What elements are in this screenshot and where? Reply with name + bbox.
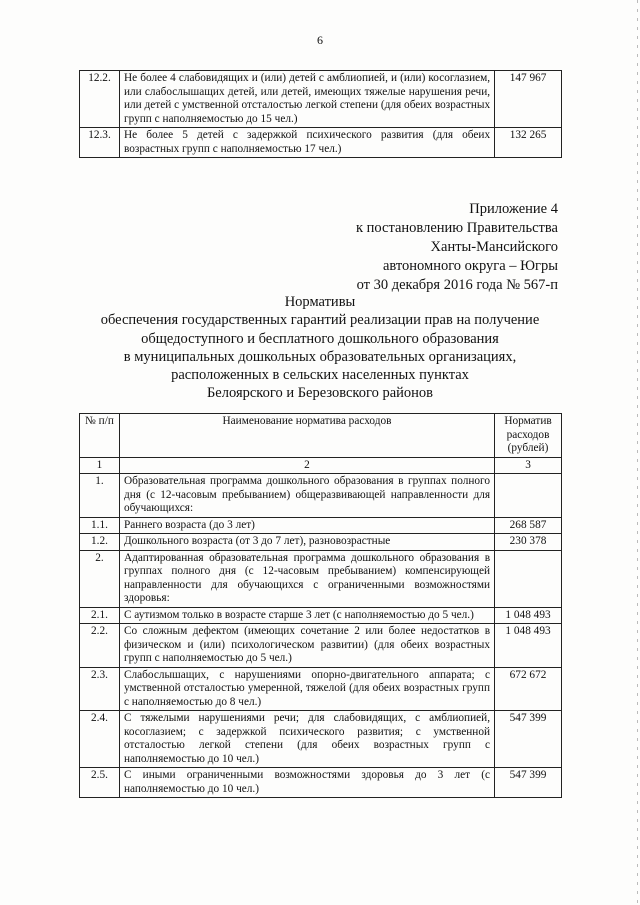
table-row (80, 768, 562, 798)
title-line: в муниципальных дошкольных образовательных организациях, (123, 348, 517, 365)
table-row (80, 711, 562, 768)
appendix-line: к постановлению Правительства (356, 220, 558, 236)
appendix-line: автономного округа – Югры (382, 258, 558, 274)
column-number: 2 (119, 457, 494, 474)
row-description: С тяжелыми нарушениями речи; для слабовидящих, с амблиопией, косоглазием; с задержкой психического развития; с умственной отсталостью легкой степени (для обеих возрастных групп с наполняемостью до 10 чел.) (119, 711, 494, 768)
row-description: Слабослышащих, с нарушениями опорно-двигательного аппарата; с умственной отсталостью умеренной, тяжелой (для обеих возрастных групп с наполняемостью до 8 чел.) (119, 667, 494, 711)
column-number: 3 (495, 457, 562, 474)
row-number: 1. (80, 474, 120, 518)
row-value: 547 399 (495, 711, 562, 768)
row-number: 1.1. (80, 517, 120, 534)
row-number: 2.1. (80, 607, 120, 624)
appendix-line: от 30 декабря 2016 года № 567-п (356, 277, 558, 293)
title-line: обеспечения государственных гарантий реализации прав на получение (100, 312, 540, 329)
row-value (495, 550, 562, 607)
table-header-row (80, 414, 562, 458)
row-description: Адаптированная образовательная программа дошкольного образования в группах полного дня (с 12-часовым пребыванием) компенсирующей направленности для обучающихся с ограниченными возможностями здоровья: (119, 550, 494, 607)
row-number: 2. (80, 550, 120, 607)
table-row (80, 624, 562, 668)
row-description: Не более 5 детей с задержкой психического развития (для обеих возрастных групп с наполняемостью 17 чел.) (119, 128, 494, 158)
column-number: 1 (80, 457, 120, 474)
row-number: 2.4. (80, 711, 120, 768)
appendix-line: Приложение 4 (469, 201, 558, 217)
row-value: 132 265 (495, 128, 562, 158)
row-value: 268 587 (495, 517, 562, 534)
header-name: Наименование норматива расходов (119, 414, 494, 458)
table-row (80, 517, 562, 534)
row-description: Со сложным дефектом (имеющих сочетание 2 или более недостатков в физическом и (или) психологическом развитии) (для обеих возрастных групп с наполняемостью до 5 чел.) (119, 624, 494, 668)
table-row (80, 71, 562, 128)
row-value: 547 399 (495, 768, 562, 798)
title-line: расположенных в сельских населенных пунктах (171, 367, 469, 384)
row-number: 2.5. (80, 768, 120, 798)
norms-table (79, 413, 562, 798)
row-description: С аутизмом только в возрасте старше 3 лет (с наполняемостью до 5 чел.) (119, 607, 494, 624)
document-title (60, 293, 580, 403)
continued-table (79, 70, 562, 158)
scan-margin-line (637, 0, 638, 905)
appendix-line: Ханты-Мансийского (430, 239, 558, 255)
row-description: Образовательная программа дошкольного образования в группах полного дня (с 12-часовым пребыванием) общеразвивающей направленности для обучающихся: (119, 474, 494, 518)
row-value (495, 474, 562, 518)
title-line: общедоступного и бесплатного дошкольного образования (141, 330, 499, 347)
row-value: 1 048 493 (495, 624, 562, 668)
row-number: 12.3. (80, 128, 120, 158)
title-line: Белоярского и Березовского районов (206, 385, 434, 402)
row-number: 2.2. (80, 624, 120, 668)
row-number: 12.2. (80, 71, 120, 128)
row-description: С иными ограниченными возможностями здоровья до 3 лет (с наполняемостью до 10 чел.) (119, 768, 494, 798)
table-row (80, 667, 562, 711)
row-description: Не более 4 слабовидящих и (или) детей с амблиопией, и (или) косоглазием, или слабослышащих детей, или детей, имеющих тяжелые нарушения речи, или детей с умственной отсталостью легкой степени (для обеих возрастных групп с наполняемостью до 15 чел.) (119, 71, 494, 128)
appendix-block (356, 200, 558, 295)
row-value: 147 967 (495, 71, 562, 128)
table-row (80, 550, 562, 607)
column-number-row (80, 457, 562, 474)
row-number: 1.2. (80, 534, 120, 551)
header-norm: Норматив расходов (рублей) (495, 414, 562, 458)
page-number: 6 (317, 33, 323, 47)
row-number: 2.3. (80, 667, 120, 711)
row-value: 1 048 493 (495, 607, 562, 624)
row-description: Раннего возраста (до 3 лет) (119, 517, 494, 534)
table-row (80, 474, 562, 518)
row-value: 230 378 (495, 534, 562, 551)
table-row (80, 607, 562, 624)
header-number: № п/п (80, 414, 120, 458)
title-line: Нормативы (284, 294, 356, 310)
table-row (80, 534, 562, 551)
table-row (80, 128, 562, 158)
row-description: Дошкольного возраста (от 3 до 7 лет), разновозрастные (119, 534, 494, 551)
row-value: 672 672 (495, 667, 562, 711)
